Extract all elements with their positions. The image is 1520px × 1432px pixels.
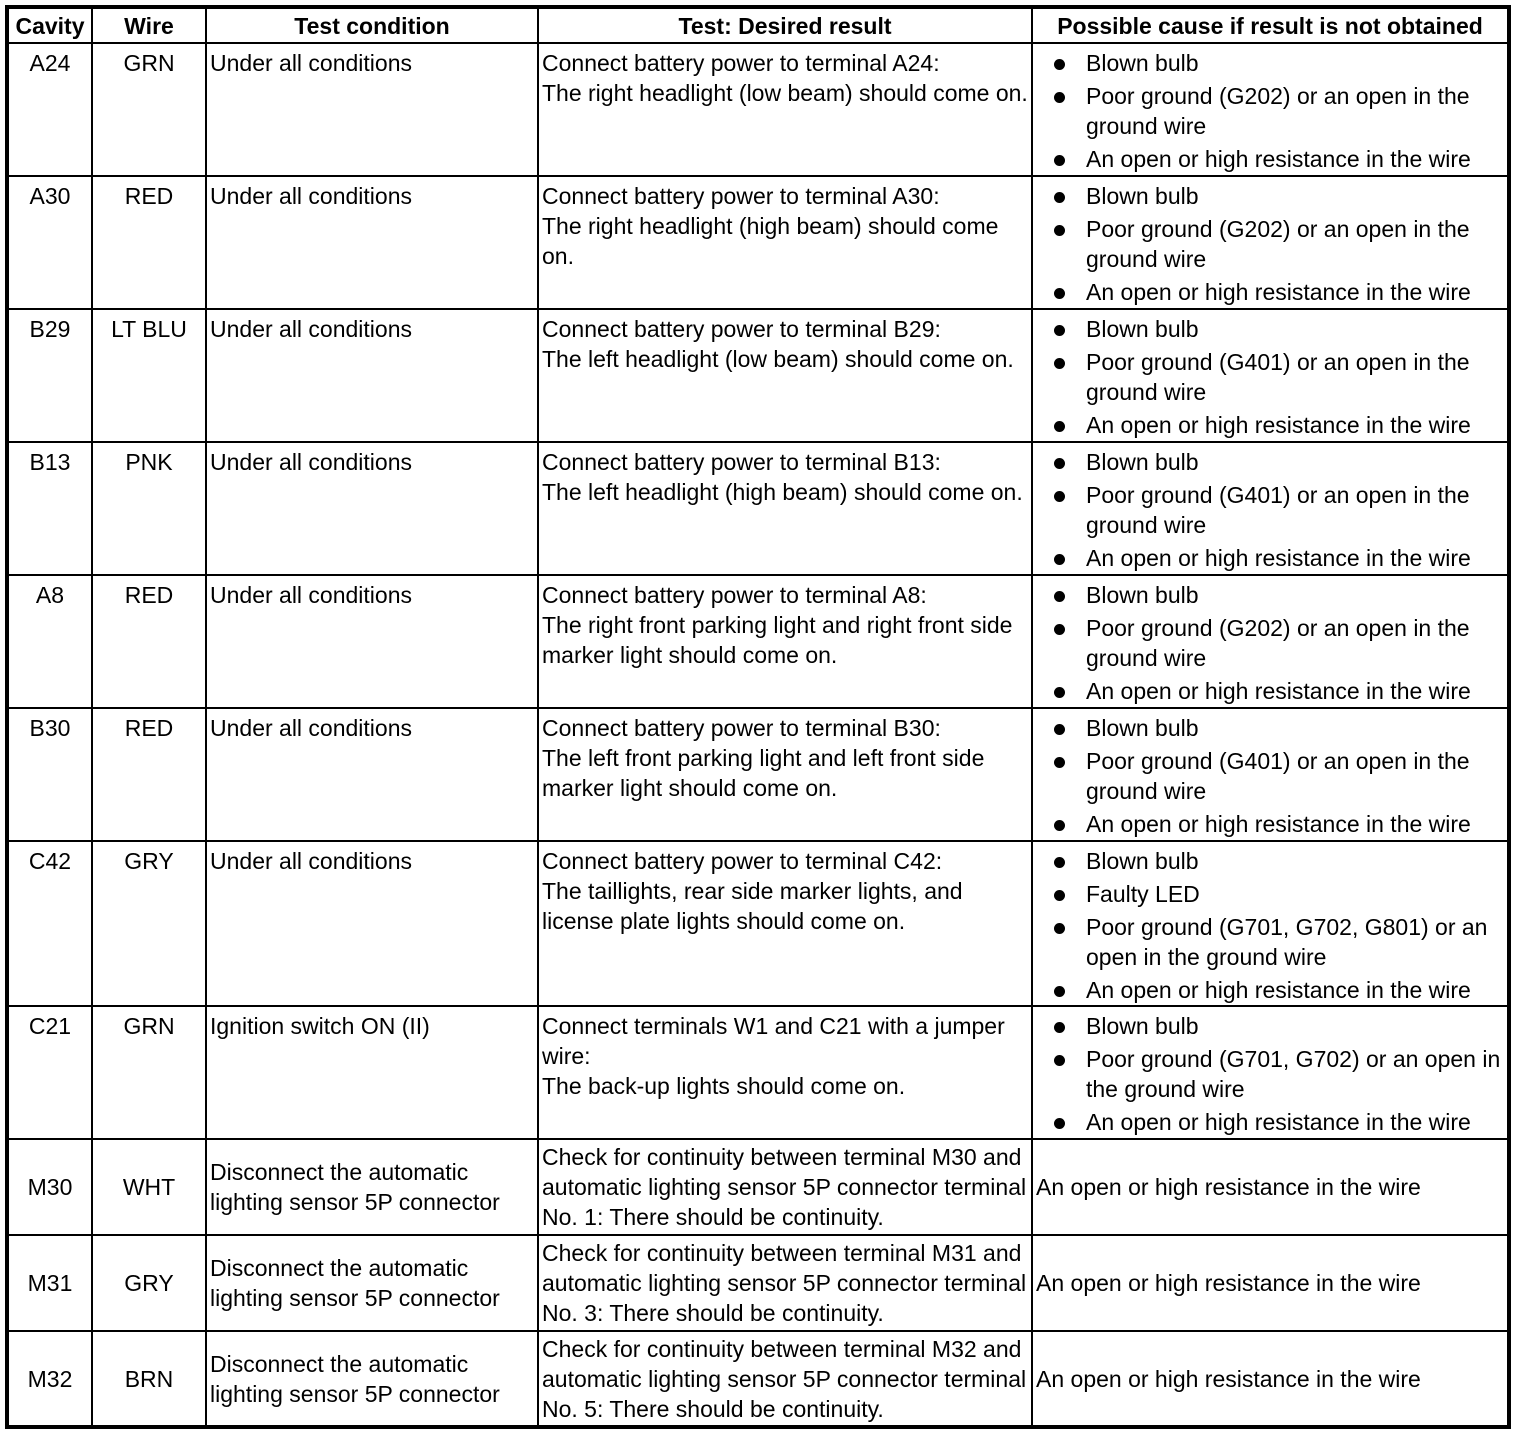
cause-item: An open or high resistance in the wire bbox=[1036, 809, 1504, 839]
condition-cell: Disconnect the automatic lighting sensor 5P connector bbox=[206, 1139, 538, 1235]
cavity-cell: C21 bbox=[7, 1006, 92, 1139]
result-cell: Connect battery power to terminal C42: The taillights, rear side marker lights, and license plate lights should come on. bbox=[538, 841, 1032, 1006]
cause-list bbox=[1036, 1011, 1504, 1137]
cause-item: Poor ground (G202) or an open in the ground wire bbox=[1036, 613, 1504, 673]
wire-cell: GRY bbox=[92, 841, 206, 1006]
cause-cell: An open or high resistance in the wire bbox=[1032, 1139, 1509, 1235]
result-cell: Connect battery power to terminal B30: The left front parking light and left front side marker light should come on. bbox=[538, 708, 1032, 841]
cause-item: An open or high resistance in the wire bbox=[1036, 975, 1504, 1005]
condition-cell: Under all conditions bbox=[206, 309, 538, 442]
wire-cell: RED bbox=[92, 575, 206, 708]
cause-list bbox=[1036, 181, 1504, 307]
wire-cell: RED bbox=[92, 176, 206, 309]
condition-cell: Disconnect the automatic lighting sensor 5P connector bbox=[206, 1331, 538, 1427]
cause-item: Poor ground (G401) or an open in the ground wire bbox=[1036, 480, 1504, 540]
result-cell: Connect battery power to terminal A30: The right headlight (high beam) should come on. bbox=[538, 176, 1032, 309]
table-row bbox=[7, 575, 1509, 708]
table-row bbox=[7, 43, 1509, 176]
cause-item: Blown bulb bbox=[1036, 713, 1504, 743]
header-row bbox=[7, 7, 1509, 43]
cause-cell bbox=[1032, 442, 1509, 575]
table-row bbox=[7, 442, 1509, 575]
table-row bbox=[7, 1006, 1509, 1139]
table-row bbox=[7, 176, 1509, 309]
cavity-cell: B29 bbox=[7, 309, 92, 442]
cause-item: Blown bulb bbox=[1036, 314, 1504, 344]
table-row bbox=[7, 1139, 1509, 1235]
result-cell: Connect battery power to terminal B29: The left headlight (low beam) should come on. bbox=[538, 309, 1032, 442]
cause-list bbox=[1036, 580, 1504, 706]
cause-item: An open or high resistance in the wire bbox=[1036, 676, 1504, 706]
cause-item: An open or high resistance in the wire bbox=[1036, 543, 1504, 573]
cause-cell bbox=[1032, 43, 1509, 176]
cavity-cell: B30 bbox=[7, 708, 92, 841]
wire-cell: PNK bbox=[92, 442, 206, 575]
cause-cell bbox=[1032, 1006, 1509, 1139]
result-cell: Connect battery power to terminal A24: The right headlight (low beam) should come on. bbox=[538, 43, 1032, 176]
cause-cell bbox=[1032, 708, 1509, 841]
cavity-cell: M32 bbox=[7, 1331, 92, 1427]
wire-cell: RED bbox=[92, 708, 206, 841]
cavity-cell: A8 bbox=[7, 575, 92, 708]
cause-list bbox=[1036, 846, 1504, 1005]
header-test-condition: Test condition bbox=[206, 7, 538, 43]
cause-item: Blown bulb bbox=[1036, 181, 1504, 211]
cause-cell: An open or high resistance in the wire bbox=[1032, 1331, 1509, 1427]
cavity-cell: C42 bbox=[7, 841, 92, 1006]
wire-cell: BRN bbox=[92, 1331, 206, 1427]
cause-item: Poor ground (G401) or an open in the ground wire bbox=[1036, 746, 1504, 806]
cavity-cell: B13 bbox=[7, 442, 92, 575]
wire-cell: LT BLU bbox=[92, 309, 206, 442]
cause-item: Faulty LED bbox=[1036, 879, 1504, 909]
cause-item: Blown bulb bbox=[1036, 1011, 1504, 1041]
table-row bbox=[7, 841, 1509, 1006]
cause-cell bbox=[1032, 841, 1509, 1006]
cause-item: Poor ground (G202) or an open in the ground wire bbox=[1036, 214, 1504, 274]
cavity-cell: A24 bbox=[7, 43, 92, 176]
cause-item: Poor ground (G202) or an open in the ground wire bbox=[1036, 81, 1504, 141]
cause-list bbox=[1036, 713, 1504, 839]
wire-cell: GRN bbox=[92, 43, 206, 176]
header-desired-result: Test: Desired result bbox=[538, 7, 1032, 43]
cause-item: An open or high resistance in the wire bbox=[1036, 277, 1504, 307]
result-cell: Connect battery power to terminal A8: The right front parking light and right front side marker light should come on. bbox=[538, 575, 1032, 708]
cause-item: An open or high resistance in the wire bbox=[1036, 410, 1504, 440]
condition-cell: Under all conditions bbox=[206, 708, 538, 841]
result-cell: Connect battery power to terminal B13: The left headlight (high beam) should come on. bbox=[538, 442, 1032, 575]
cavity-cell: M31 bbox=[7, 1235, 92, 1331]
cause-item: An open or high resistance in the wire bbox=[1036, 144, 1504, 174]
result-cell: Check for continuity between terminal M30 and automatic lighting sensor 5P connector terminal No. 1: There should be continuity. bbox=[538, 1139, 1032, 1235]
condition-cell: Under all conditions bbox=[206, 442, 538, 575]
cause-item: Blown bulb bbox=[1036, 447, 1504, 477]
condition-cell: Under all conditions bbox=[206, 43, 538, 176]
cause-cell bbox=[1032, 309, 1509, 442]
cavity-cell: A30 bbox=[7, 176, 92, 309]
cause-list bbox=[1036, 447, 1504, 573]
cause-item: Blown bulb bbox=[1036, 846, 1504, 876]
cavity-cell: M30 bbox=[7, 1139, 92, 1235]
cause-item: An open or high resistance in the wire bbox=[1036, 1107, 1504, 1137]
result-cell: Check for continuity between terminal M31 and automatic lighting sensor 5P connector terminal No. 3: There should be continuity. bbox=[538, 1235, 1032, 1331]
cause-item: Blown bulb bbox=[1036, 48, 1504, 78]
header-possible-cause: Possible cause if result is not obtained bbox=[1032, 7, 1509, 43]
table-row bbox=[7, 1331, 1509, 1427]
cause-item: Poor ground (G401) or an open in the ground wire bbox=[1036, 347, 1504, 407]
condition-cell: Under all conditions bbox=[206, 176, 538, 309]
cause-list bbox=[1036, 48, 1504, 174]
test-table bbox=[5, 5, 1511, 1429]
result-cell: Connect terminals W1 and C21 with a jumper wire: The back-up lights should come on. bbox=[538, 1006, 1032, 1139]
cause-item: Blown bulb bbox=[1036, 580, 1504, 610]
condition-cell: Under all conditions bbox=[206, 841, 538, 1006]
cause-cell bbox=[1032, 575, 1509, 708]
table-row bbox=[7, 1235, 1509, 1331]
wire-cell: GRN bbox=[92, 1006, 206, 1139]
table-row bbox=[7, 708, 1509, 841]
result-cell: Check for continuity between terminal M32 and automatic lighting sensor 5P connector terminal No. 5: There should be continuity. bbox=[538, 1331, 1032, 1427]
wire-cell: GRY bbox=[92, 1235, 206, 1331]
wire-cell: WHT bbox=[92, 1139, 206, 1235]
header-cavity: Cavity bbox=[7, 7, 92, 43]
cause-cell bbox=[1032, 176, 1509, 309]
condition-cell: Disconnect the automatic lighting sensor 5P connector bbox=[206, 1235, 538, 1331]
cause-item: Poor ground (G701, G702) or an open in the ground wire bbox=[1036, 1044, 1504, 1104]
cause-item: Poor ground (G701, G702, G801) or an open in the ground wire bbox=[1036, 912, 1504, 972]
condition-cell: Ignition switch ON (II) bbox=[206, 1006, 538, 1139]
table-row bbox=[7, 309, 1509, 442]
cause-list bbox=[1036, 314, 1504, 440]
header-wire: Wire bbox=[92, 7, 206, 43]
condition-cell: Under all conditions bbox=[206, 575, 538, 708]
cause-cell: An open or high resistance in the wire bbox=[1032, 1235, 1509, 1331]
